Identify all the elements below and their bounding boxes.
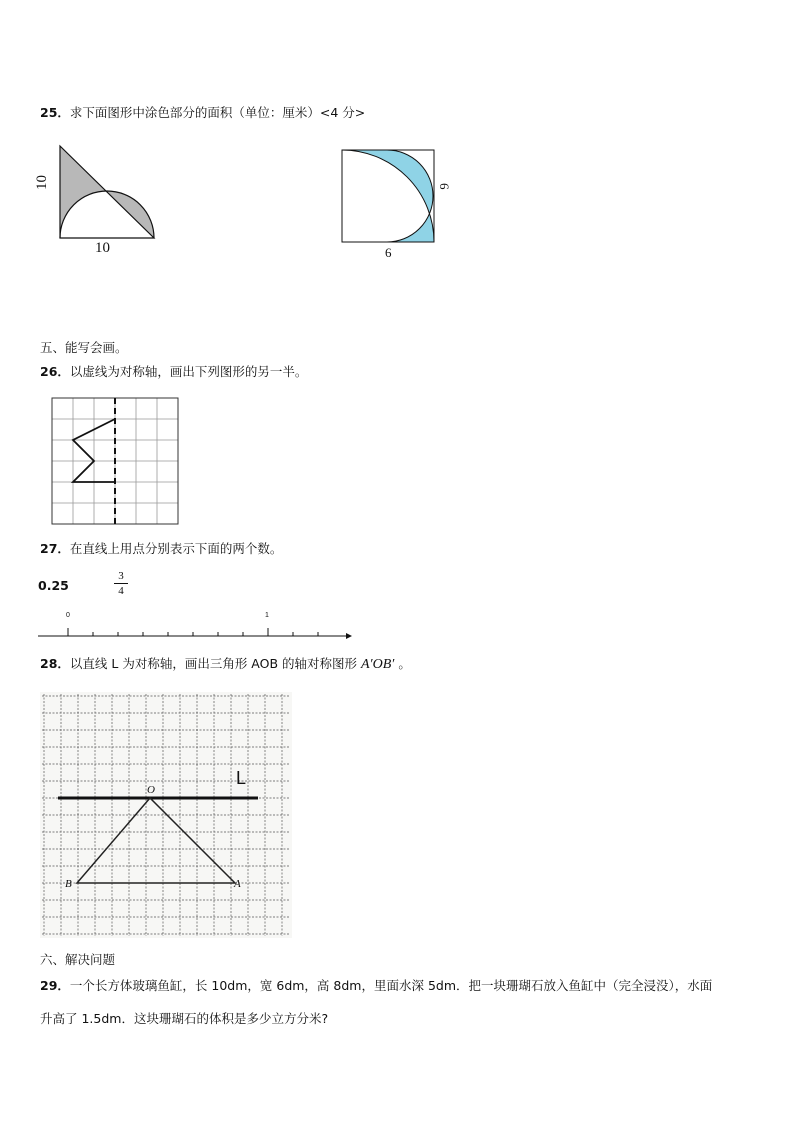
- value-decimal: 0.25: [38, 578, 69, 593]
- point-label-o: O: [147, 784, 155, 796]
- line-label-l: L: [236, 768, 247, 788]
- fig1-side-label: 10: [34, 175, 50, 190]
- arrow-head-icon: [346, 633, 352, 639]
- value-fraction: [114, 570, 128, 597]
- fraction-denominator: 4: [118, 585, 124, 597]
- period: 。: [398, 656, 411, 671]
- figure-name: A′OB′: [361, 657, 395, 672]
- fig2-bottom-label: 6: [385, 245, 392, 260]
- point-label-a: A: [234, 878, 241, 890]
- fig2-side-label: 6: [437, 183, 452, 190]
- fig1-bottom-label: 10: [95, 240, 110, 256]
- q28-grid-figure: [40, 692, 292, 938]
- question-text: 以直线 L 为对称轴，画出三角形 AOB 的轴对称图形: [69, 656, 358, 671]
- question-27: [40, 541, 282, 557]
- question-text: 在直线上用点分别表示下面的两个数。: [69, 541, 283, 556]
- q26-grid-figure: [50, 396, 180, 526]
- fraction-numerator: 3: [118, 570, 124, 582]
- point-label-b: B: [65, 878, 72, 890]
- question-number: 28．: [40, 656, 70, 671]
- tick-label-0: 0: [66, 612, 70, 619]
- tick-label-1: 1: [265, 612, 269, 619]
- question-text: 一个长方体玻璃鱼缸，长 10dm，宽 6dm，高 8dm，里面水深 5dm．把一块珊瑚石放入鱼缸中（完全浸没），水面: [69, 978, 713, 993]
- section-5-title: 五、能写会画。: [40, 340, 128, 355]
- question-25: [40, 105, 365, 121]
- question-29-line2: 升高了 1.5dm．这块珊瑚石的体积是多少立方分米?: [40, 1011, 329, 1026]
- question-number: 27．: [40, 541, 70, 556]
- question-number: 26．: [40, 364, 70, 379]
- question-text: 以虚线为对称轴，画出下列图形的另一半。: [69, 364, 308, 379]
- q25-figure-square-arcs: [340, 148, 440, 248]
- number-line: [36, 624, 354, 644]
- question-text: 求下面图形中涂色部分的面积（单位：厘米）<4 分>: [69, 105, 366, 120]
- semicircle-outline: [342, 150, 433, 242]
- question-28: [40, 656, 411, 673]
- question-26: [40, 364, 307, 380]
- section-6-title: 六、解决问题: [40, 952, 116, 967]
- question-number: 25．: [40, 105, 70, 120]
- question-29-line1: [40, 978, 712, 994]
- question-number: 29．: [40, 978, 70, 993]
